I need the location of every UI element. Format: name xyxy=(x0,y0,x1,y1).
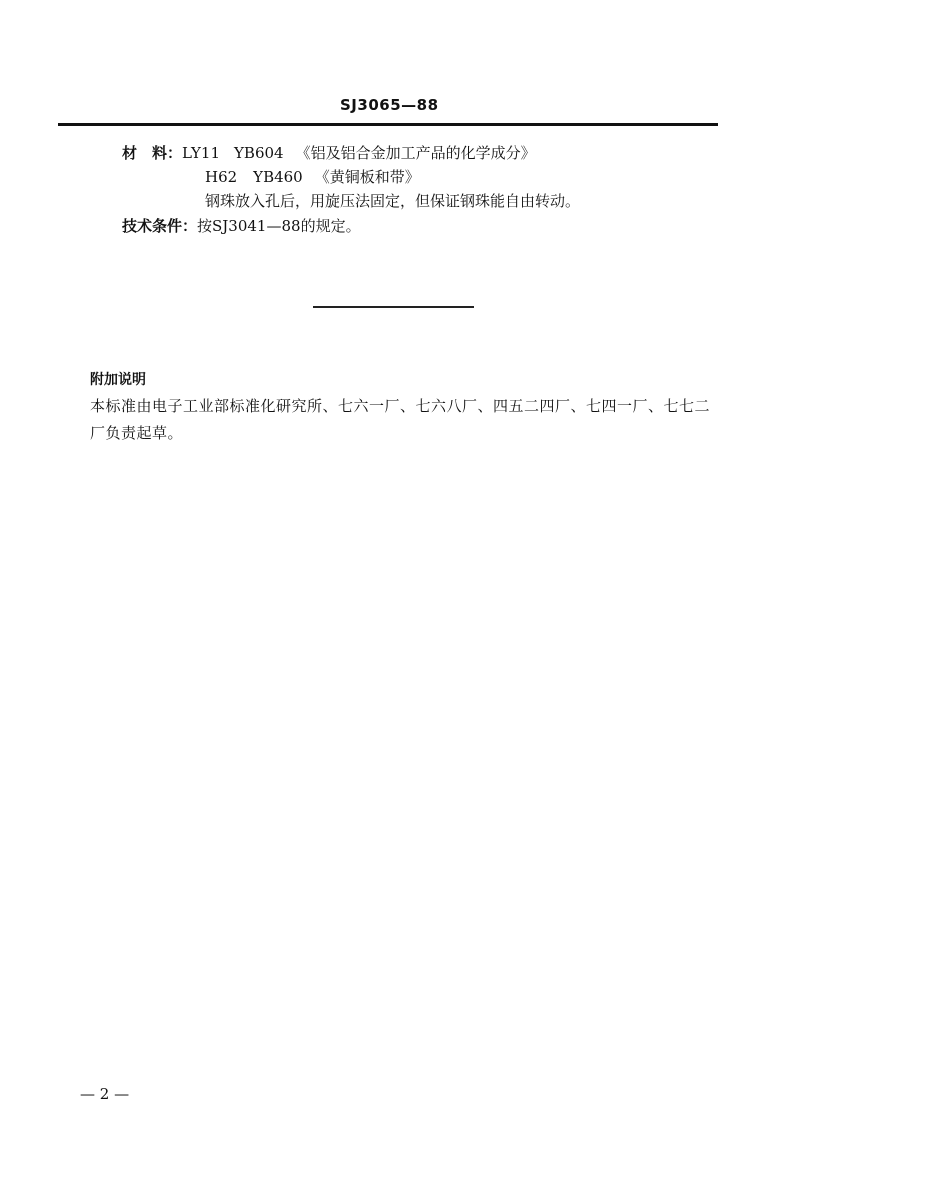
materials-line-1 xyxy=(122,143,536,163)
materials-spec-ly11: LY11 xyxy=(182,144,221,162)
materials-spec-yb460: YB460 xyxy=(253,168,303,186)
materials-standard-title-2: 《黄铜板和带》 xyxy=(314,168,420,186)
document-code: SJ3065—88 xyxy=(340,96,439,114)
materials-line-3: 钢珠放入孔后，用旋压法固定，但保证钢珠能自由转动。 xyxy=(205,192,581,210)
page-number: — 2 — xyxy=(80,1085,130,1103)
materials-line-2 xyxy=(205,167,420,187)
section-separator xyxy=(313,306,474,308)
tech-conditions-line xyxy=(122,216,361,236)
header-rule xyxy=(58,123,718,126)
tech-conditions-label: 技术条件： xyxy=(122,217,198,235)
note-body: 本标准由电子工业部标准化研究所、七六一厂、七六八厂、四五二四厂、七四一厂、七七二厂负责起草。 xyxy=(90,397,711,442)
materials-standard-title-1: 《铝及铝合金加工产品的化学成分》 xyxy=(295,144,536,162)
materials-spec-h62: H62 xyxy=(205,168,238,186)
materials-spec-yb604: YB604 xyxy=(234,144,284,162)
materials-label: 材 料： xyxy=(122,144,183,162)
note-title: 附加说明 xyxy=(90,372,146,388)
tech-conditions-text: 按SJ3041—88的规定。 xyxy=(197,217,361,235)
